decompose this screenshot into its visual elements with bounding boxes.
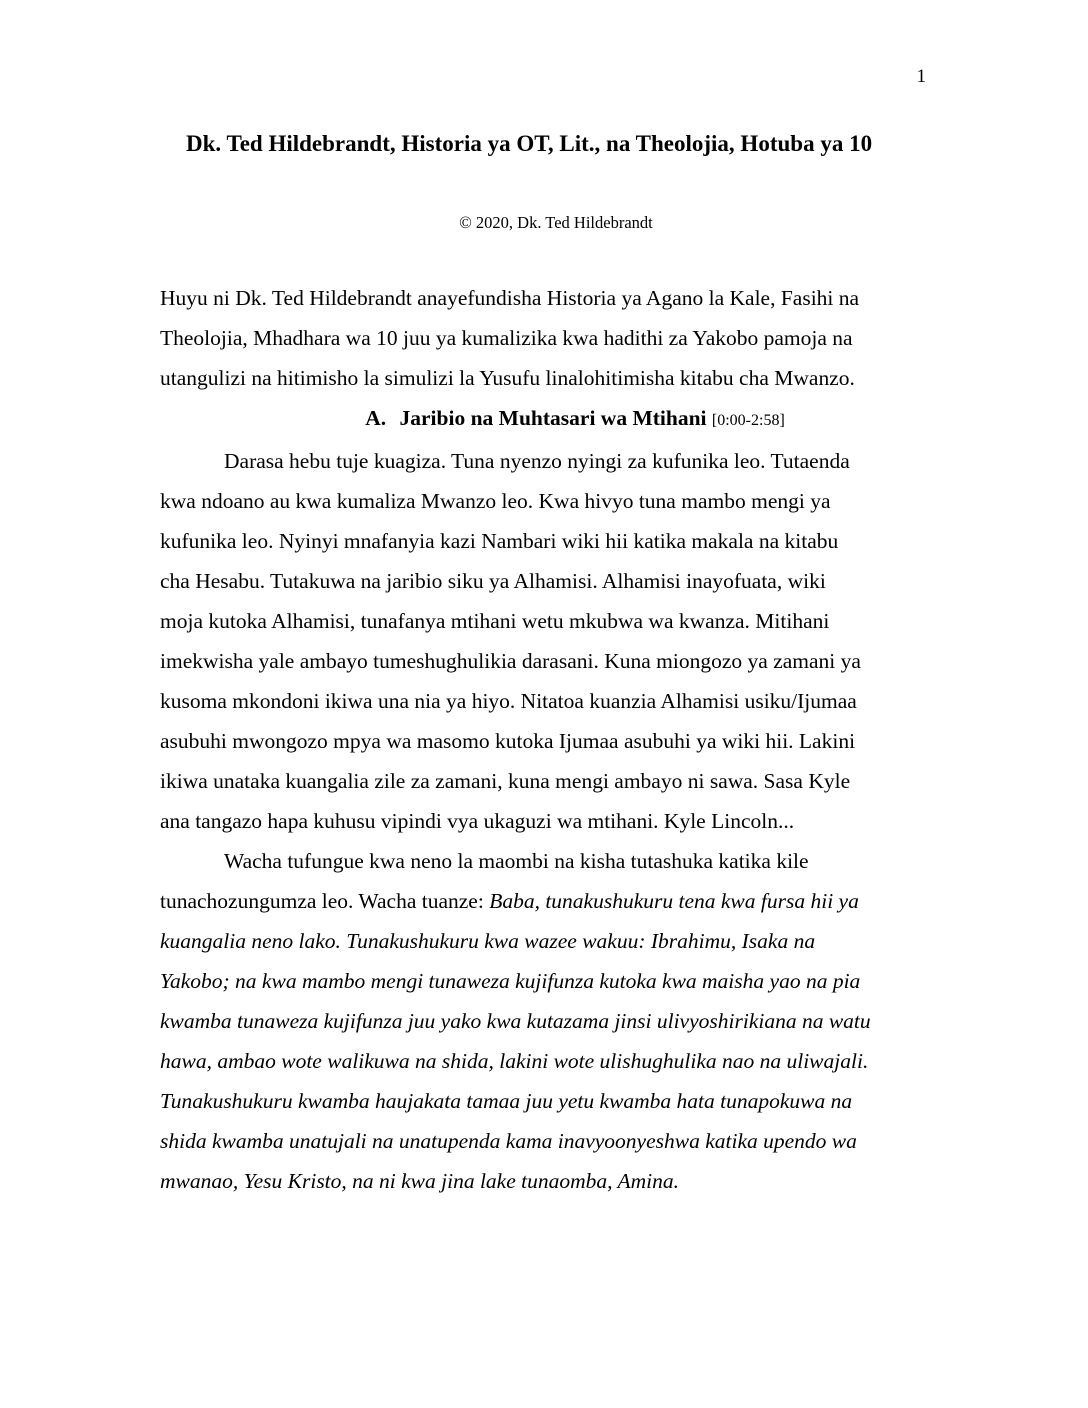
paragraph-line: cha Hesabu. Tutakuwa na jaribio siku ya Alhamisi. Alhamisi inayofuata, wiki bbox=[160, 569, 826, 593]
prayer-line: kwamba tunaweza kujifunza juu yako kwa kutazama jinsi ulivyoshirikiana na watu bbox=[160, 1009, 871, 1033]
paragraph-line: Wacha tufungue kwa neno la maombi na kisha tutashuka katika kile bbox=[224, 849, 809, 873]
section-letter: A. bbox=[365, 406, 387, 430]
prayer-line: hawa, ambao wote walikuwa na shida, lakini wote ulishughulika nao na uliwajali. bbox=[160, 1049, 869, 1073]
paragraph-prayer bbox=[160, 841, 930, 1201]
prayer-line: Yakobo; na kwa mambo mengi tunaweza kujifunza kutoka kwa maisha yao na pia bbox=[160, 969, 861, 993]
paragraph-line: imekwisha yale ambayo tumeshughulikia darasani. Kuna miongozo ya zamani ya bbox=[160, 649, 861, 673]
paragraph-line: kufunika leo. Nyinyi mnafanyia kazi Nambari wiki hii katika makala na kitabu bbox=[160, 529, 839, 553]
document-title: Dk. Ted Hildebrandt, Historia ya OT, Lit., na Theolojia, Hotuba ya 10 bbox=[186, 131, 873, 156]
document-body bbox=[160, 278, 930, 1201]
page-number: 1 bbox=[916, 66, 926, 87]
intro-line: Theolojia, Mhadhara wa 10 juu ya kumalizika kwa hadithi za Yakobo pamoja na bbox=[160, 326, 853, 350]
paragraph-line: kusoma mkondoni ikiwa una nia ya hiyo. Nitatoa kuanzia Alhamisi usiku/Ijumaa bbox=[160, 689, 857, 713]
paragraph-line: kwa ndoano au kwa kumaliza Mwanzo leo. Kwa hivyo tuna mambo mengi ya bbox=[160, 489, 831, 513]
paragraph-line: ikiwa unataka kuangalia zile za zamani, kuna mengi ambayo ni sawa. Sasa Kyle bbox=[160, 769, 851, 793]
copyright-notice: © 2020, Dk. Ted Hildebrandt bbox=[459, 213, 653, 232]
paragraph-line: ana tangazo hapa kuhusu vipindi vya ukaguzi wa mtihani. Kyle Lincoln... bbox=[160, 809, 795, 833]
prayer-line: Tunakushukuru kwamba haujakata tamaa juu yetu kwamba hata tunapokuwa na bbox=[160, 1089, 853, 1113]
paragraph-line bbox=[160, 881, 930, 921]
paragraph-line: asubuhi mwongozo mpya wa masomo kutoka Ijumaa asubuhi ya wiki hii. Lakini bbox=[160, 729, 856, 753]
intro-line: Huyu ni Dk. Ted Hildebrandt anayefundisha Historia ya Agano la Kale, Fasihi na bbox=[160, 286, 860, 310]
paragraph-line: Darasa hebu tuje kuagiza. Tuna nyenzo nyingi za kufunika leo. Tutaenda bbox=[224, 449, 850, 473]
intro-line: utangulizi na hitimisho la simulizi la Yusufu linalohitimisha kitabu cha Mwanzo. bbox=[160, 366, 855, 390]
section-timestamp: [0:00-2:58] bbox=[711, 412, 785, 429]
paragraph-line: moja kutoka Alhamisi, tunafanya mtihani wetu mkubwa wa kwanza. Mitihani bbox=[160, 609, 830, 633]
prayer-line: shida kwamba unatujali na unatupenda kama inavyoonyeshwa katika upendo wa bbox=[160, 1129, 857, 1153]
prayer-line: kuangalia neno lako. Tunakushukuru kwa wazee wakuu: Ibrahimu, Isaka na bbox=[160, 929, 816, 953]
prayer-intro-text: tunachozungumza leo. Wacha tuanze: bbox=[160, 889, 490, 913]
prayer-text: Baba, tunakushukuru tena kwa fursa hii ya bbox=[489, 889, 859, 913]
paragraph-announcements bbox=[160, 441, 930, 841]
prayer-line: mwanao, Yesu Kristo, na ni kwa jina lake tunaomba, Amina. bbox=[160, 1169, 680, 1193]
section-heading bbox=[160, 398, 930, 441]
intro-paragraph bbox=[160, 278, 930, 398]
section-heading-text: Jaribio na Muhtasari wa Mtihani bbox=[399, 406, 707, 430]
